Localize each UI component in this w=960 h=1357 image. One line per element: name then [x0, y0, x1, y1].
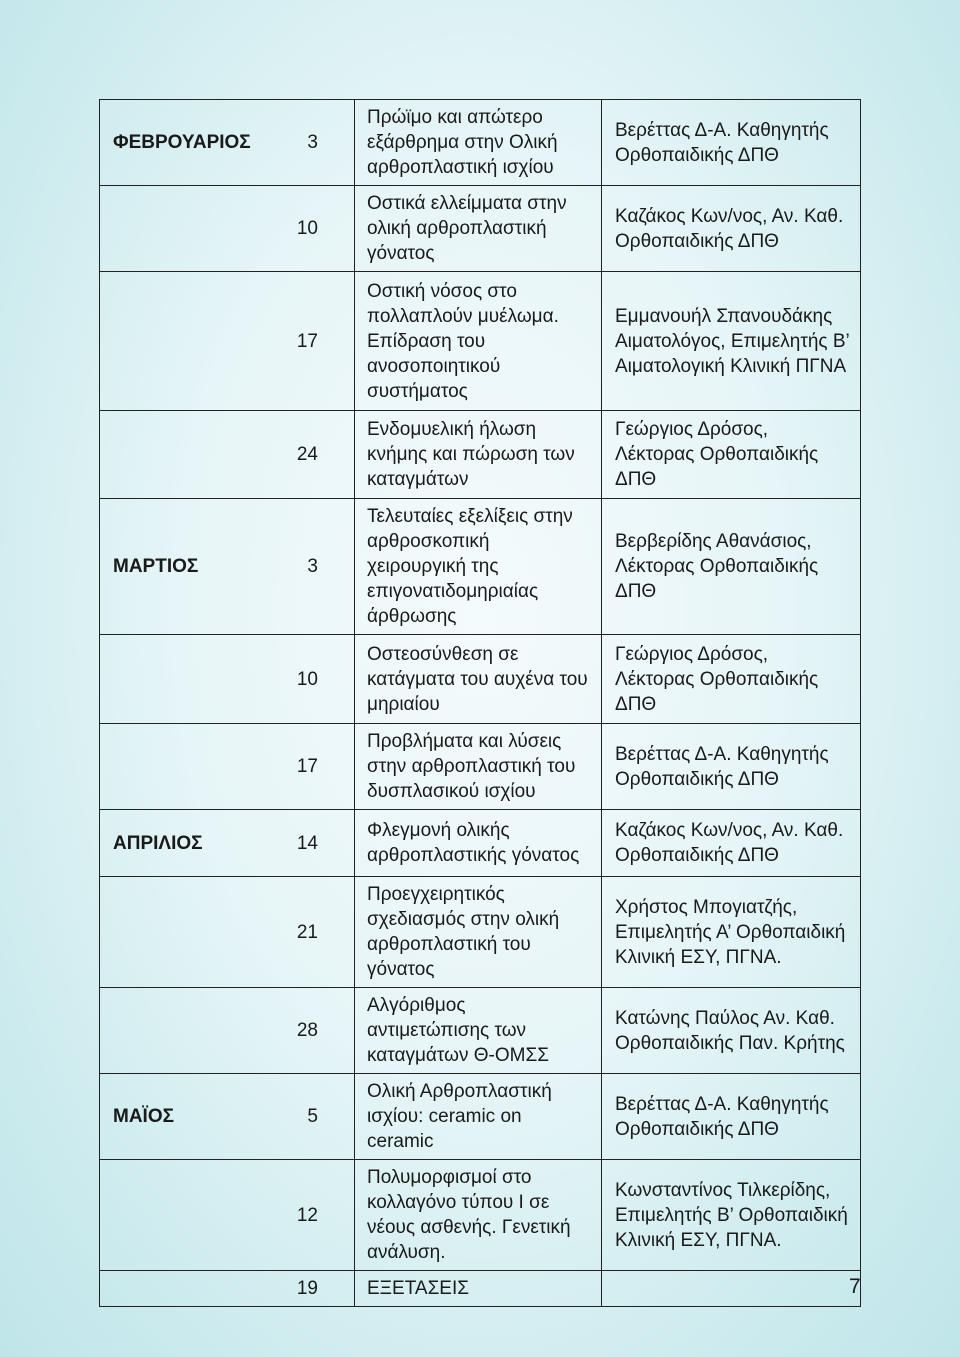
speaker-cell — [602, 1271, 861, 1307]
day-cell: 17 — [265, 272, 355, 411]
topic-cell: Προβλήματα και λύσεις στην αρθροπλαστική του δυσπλασικού ισχίου — [355, 724, 602, 810]
topic-cell: Οστικά ελλείμματα στην ολική αρθροπλαστική γόνατος — [355, 186, 602, 272]
topic-cell: Ενδομυελική ήλωση κνήμης και πώρωση των καταγμάτων — [355, 411, 602, 499]
month-cell — [100, 1160, 265, 1271]
topic-cell: Οστική νόσος στο πολλαπλούν μυέλωμα. Επίδραση του ανοσοποιητικού συστήματος — [355, 272, 602, 411]
speaker-cell: Βερβερίδης Αθανάσιος, Λέκτορας Ορθοπαιδικής ΔΠΘ — [602, 499, 861, 635]
speaker-cell: Κωνσταντίνος Τιλκερίδης, Επιμελητής Β’ Ορθοπαιδική Κλινική ΕΣΥ, ΠΓΝΑ. — [602, 1160, 861, 1271]
topic-cell: Ολική Αρθροπλαστική ισχίου: ceramic on ceramic — [355, 1074, 602, 1160]
speaker-cell: Καζάκος Κων/νος, Αν. Καθ. Ορθοπαιδικής ΔΠΘ — [602, 810, 861, 877]
day-cell: 28 — [265, 988, 355, 1074]
table-row — [100, 877, 861, 988]
table-row — [100, 724, 861, 810]
speaker-cell: Χρήστος Μπογιατζής, Επιμελητής Α’ Ορθοπαιδική Κλινική ΕΣΥ, ΠΓΝΑ. — [602, 877, 861, 988]
table-row — [100, 1160, 861, 1271]
speaker-cell: Βερέττας Δ-Α. Καθηγητής Ορθοπαιδικής ΔΠΘ — [602, 1074, 861, 1160]
day-cell: 3 — [265, 499, 355, 635]
topic-cell: Τελευταίες εξελίξεις στην αρθροσκοπική χειρουργική της επιγονατιδομηριαίας άρθρωσης — [355, 499, 602, 635]
day-cell: 17 — [265, 724, 355, 810]
month-cell — [100, 988, 265, 1074]
topic-cell: Φλεγμονή ολικής αρθροπλαστικής γόνατος — [355, 810, 602, 877]
table-row — [100, 100, 861, 186]
month-cell: ΦΕΒΡΟΥΑΡΙΟΣ — [100, 100, 265, 186]
month-cell — [100, 1271, 265, 1307]
topic-cell: Οστεοσύνθεση σε κατάγματα του αυχένα του μηριαίου — [355, 635, 602, 724]
day-cell: 5 — [265, 1074, 355, 1160]
topic-cell: Πρώϊμο και απώτερο εξάρθρημα στην Ολική αρθροπλαστική ισχίου — [355, 100, 602, 186]
topic-cell: Προεγχειρητικός σχεδιασμός στην ολική αρθροπλαστική του γόνατος — [355, 877, 602, 988]
month-cell — [100, 186, 265, 272]
topic-cell: Πολυμορφισμοί στο κολλαγόνο τύπου I σε νέους ασθενής. Γενετική ανάλυση. — [355, 1160, 602, 1271]
table-row — [100, 411, 861, 499]
table-row — [100, 272, 861, 411]
month-cell — [100, 411, 265, 499]
speaker-cell: Βερέττας Δ-Α. Καθηγητής Ορθοπαιδικής ΔΠΘ — [602, 724, 861, 810]
day-cell: 10 — [265, 186, 355, 272]
speaker-cell: Εμμανουήλ Σπανουδάκης Αιματολόγος, Επιμελητής Β’ Αιματολογική Κλινική ΠΓΝΑ — [602, 272, 861, 411]
month-cell: ΑΠΡΙΛΙΟΣ — [100, 810, 265, 877]
speaker-cell: Γεώργιος Δρόσος, Λέκτορας Ορθοπαιδικής ΔΠΘ — [602, 635, 861, 724]
speaker-cell: Κατώνης Παύλος Αν. Καθ. Ορθοπαιδικής Παν. Κρήτης — [602, 988, 861, 1074]
table-row — [100, 1271, 861, 1307]
month-cell — [100, 635, 265, 724]
month-cell — [100, 724, 265, 810]
table-row — [100, 1074, 861, 1160]
day-cell: 3 — [265, 100, 355, 186]
speaker-cell: Καζάκος Κων/νος, Αν. Καθ. Ορθοπαιδικής ΔΠΘ — [602, 186, 861, 272]
month-cell: ΜΑΪΟΣ — [100, 1074, 265, 1160]
table-row — [100, 988, 861, 1074]
table-row — [100, 499, 861, 635]
month-cell: ΜΑΡΤΙΟΣ — [100, 499, 265, 635]
schedule-table — [99, 99, 861, 1307]
day-cell: 10 — [265, 635, 355, 724]
day-cell: 14 — [265, 810, 355, 877]
speaker-cell: Γεώργιος Δρόσος, Λέκτορας Ορθοπαιδικής ΔΠΘ — [602, 411, 861, 499]
page-number: 7 — [849, 1275, 861, 1298]
table-row — [100, 635, 861, 724]
table-row — [100, 186, 861, 272]
month-cell — [100, 877, 265, 988]
topic-cell: ΕΞΕΤΑΣΕΙΣ — [355, 1271, 602, 1307]
day-cell: 24 — [265, 411, 355, 499]
day-cell: 19 — [265, 1271, 355, 1307]
topic-cell: Αλγόριθμος αντιμετώπισης των καταγμάτων Θ-ΟΜΣΣ — [355, 988, 602, 1074]
month-cell — [100, 272, 265, 411]
speaker-cell: Βερέττας Δ-Α. Καθηγητής Ορθοπαιδικής ΔΠΘ — [602, 100, 861, 186]
day-cell: 12 — [265, 1160, 355, 1271]
table-row — [100, 810, 861, 877]
day-cell: 21 — [265, 877, 355, 988]
